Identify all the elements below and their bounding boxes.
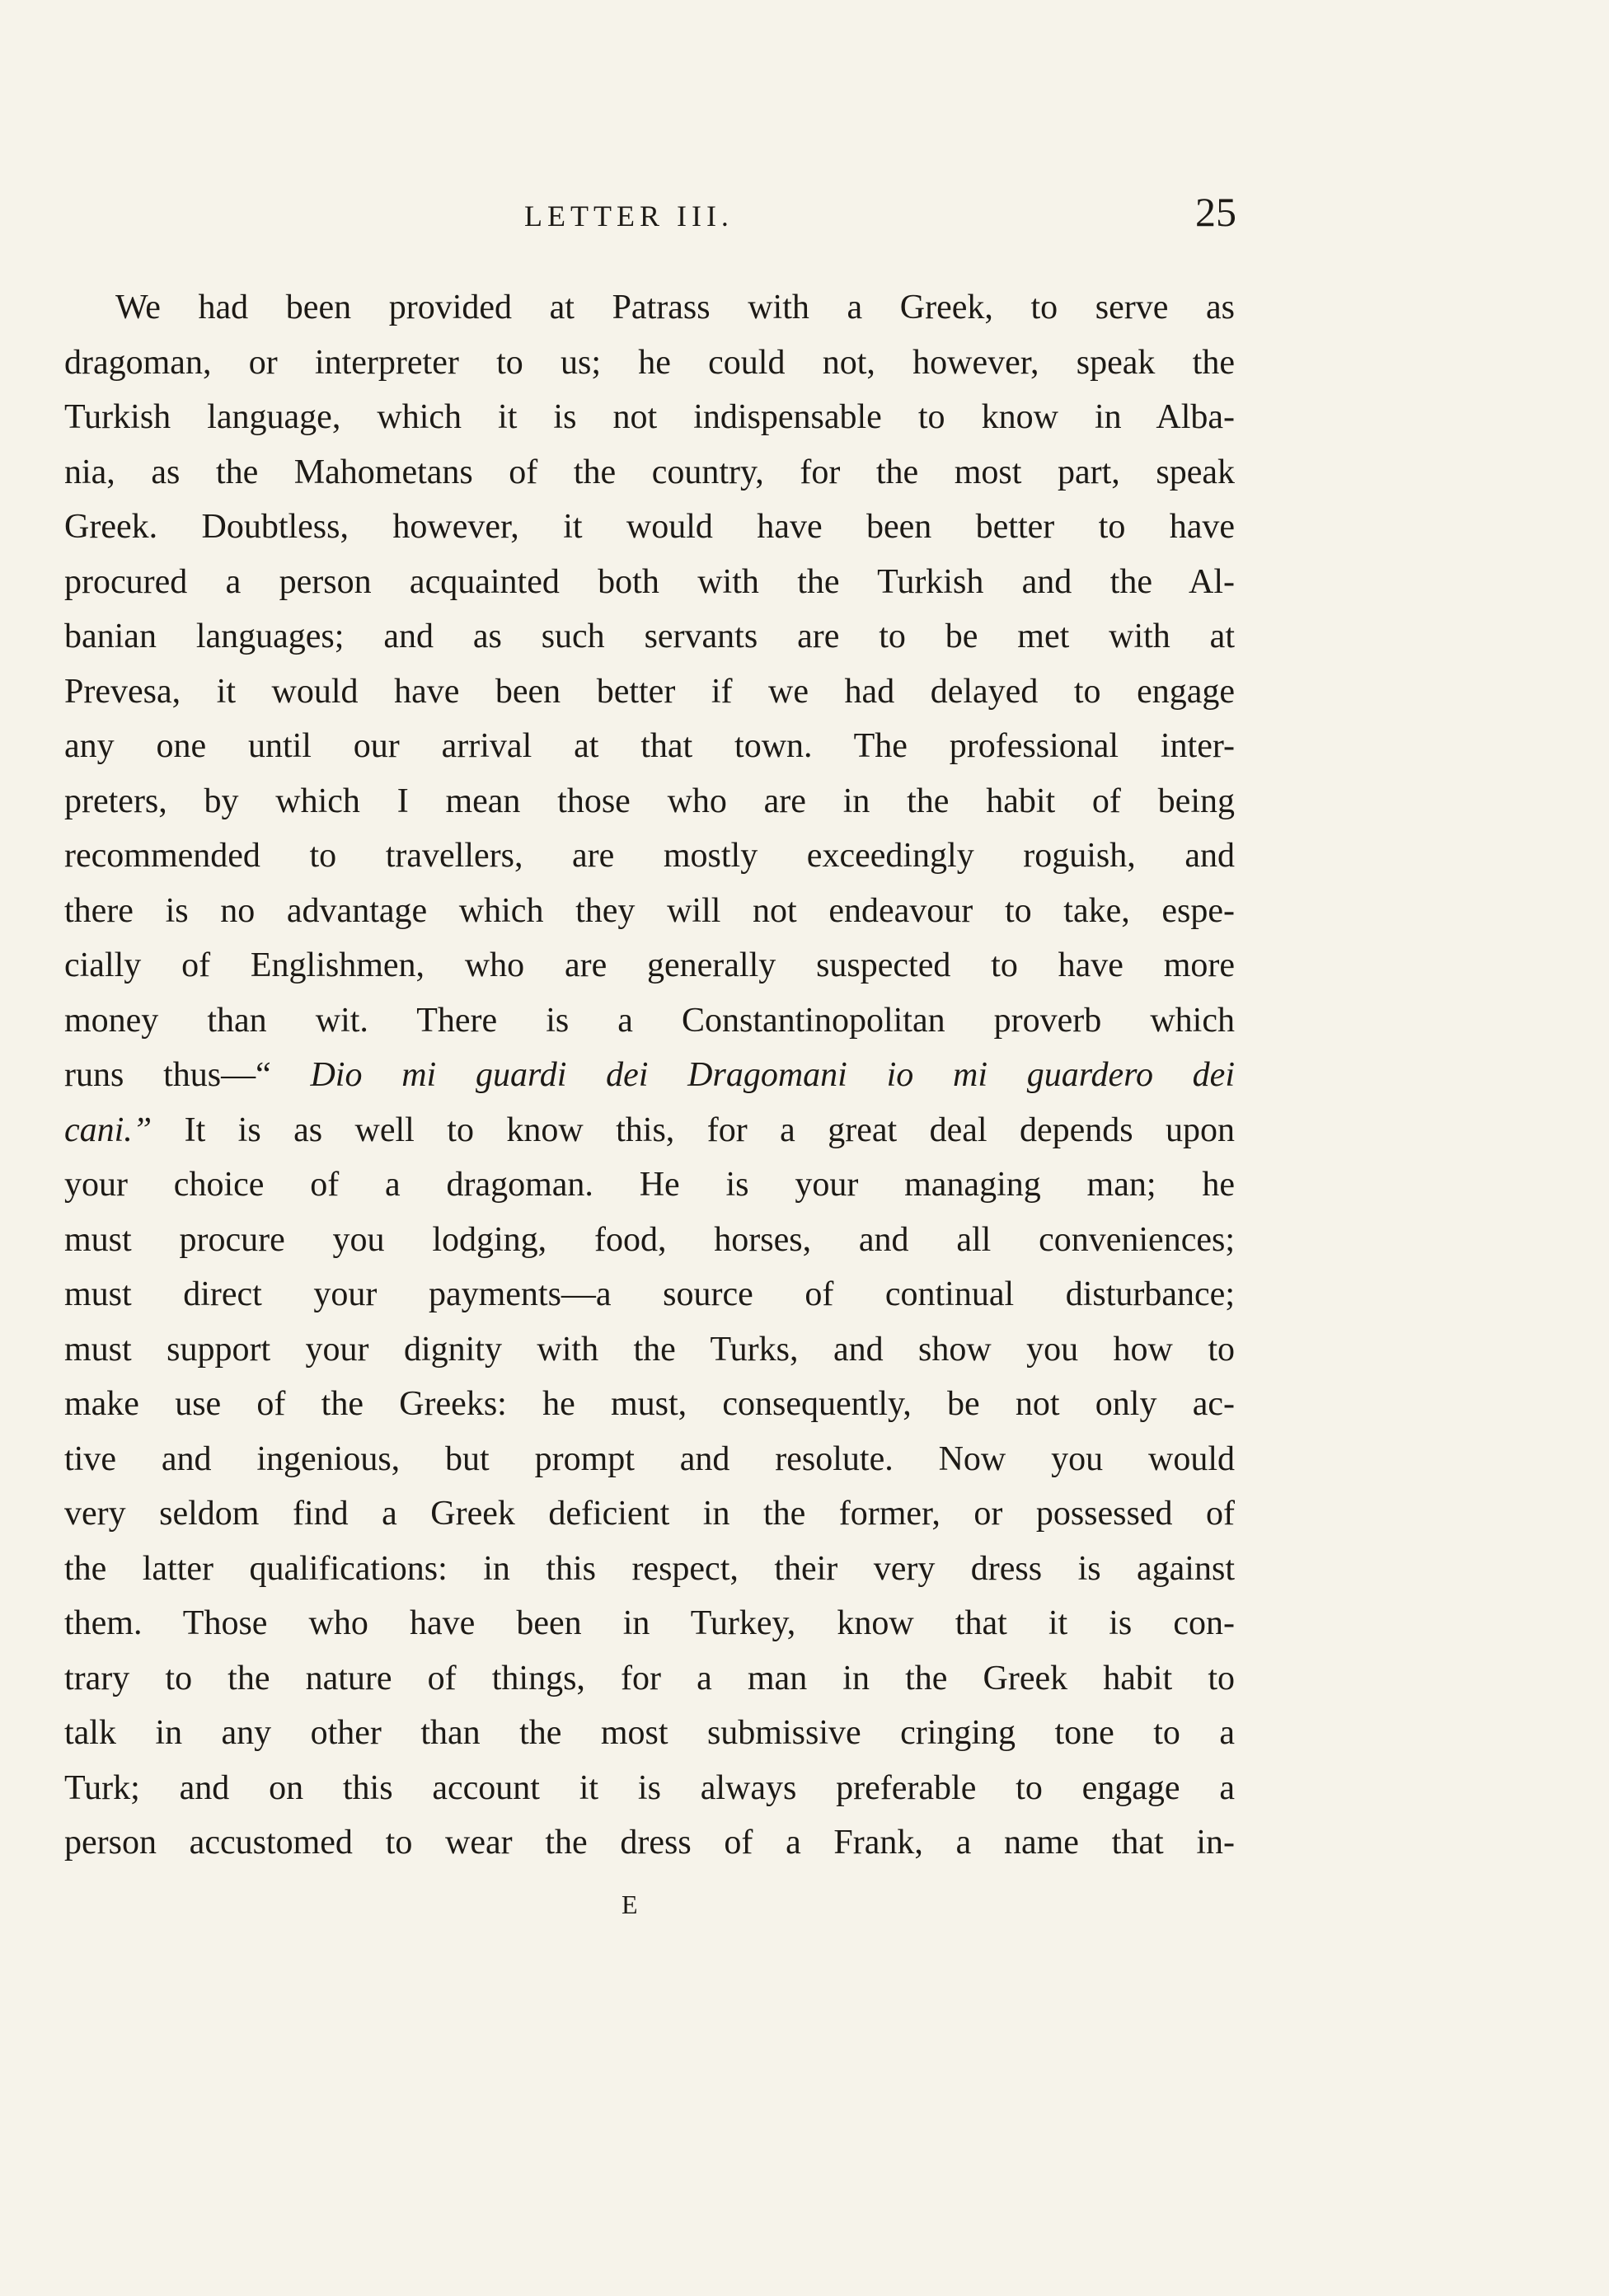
text-line: preters, by which I mean those who are in the habit of being: [64, 782, 1235, 820]
body-text: [64, 280, 1235, 1871]
text-line: cially of Englishmen, who are generally suspected to have more: [64, 946, 1235, 984]
text-line: very seldom find a Greek deficient in the former, or possessed of: [64, 1495, 1235, 1533]
text-line: any one until our arrival at that town. The professional inter-: [64, 727, 1235, 765]
text-line: money than wit. There is a Constantinopolitan proverb which: [64, 1001, 1235, 1040]
text-roman: It is as well to know this, for a great deal depends upon: [152, 1110, 1235, 1149]
signature-mark: E: [622, 1890, 638, 1919]
text-line: your choice of a dragoman. He is your managing man; he: [64, 1166, 1235, 1204]
text-line: there is no advantage which they will not endeavour to take, espe-: [64, 891, 1235, 930]
text-line: must procure you lodging, food, horses, and all conveniences;: [64, 1220, 1235, 1259]
text-line: banian languages; and as such servants are to be met with at: [64, 617, 1235, 655]
text-line: dragoman, or interpreter to us; he could not, however, speak the: [64, 343, 1235, 382]
page-number: 25: [1195, 189, 1236, 235]
text-line: them. Those who have been in Turkey, know that it is con-: [64, 1604, 1235, 1642]
running-title: LETTER III.: [524, 200, 734, 232]
running-head: [0, 191, 1609, 241]
text-line: trary to the nature of things, for a man in the Greek habit to: [64, 1659, 1235, 1697]
text-line: Prevesa, it would have been better if we had delayed to engage: [64, 672, 1235, 711]
text-line: must direct your payments—a source of continual disturbance;: [64, 1275, 1235, 1313]
text-line: Turkish language, which it is not indispensable to know in Alba-: [64, 398, 1235, 436]
text-line: recommended to travellers, are mostly exceedingly roguish, and: [64, 837, 1235, 875]
text-line: Turk; and on this account it is always preferable to engage a: [64, 1768, 1235, 1807]
text-line: tive and ingenious, but prompt and resolute. Now you would: [64, 1439, 1235, 1478]
text-line: talk in any other than the most submissive cringing tone to a: [64, 1714, 1235, 1752]
text-line: procured a person acquainted both with the Turkish and the Al-: [64, 562, 1235, 601]
text-line: We had been provided at Patrass with a Greek, to serve as: [115, 289, 1235, 326]
text-line: nia, as the Mahometans of the country, for the most part, speak: [64, 453, 1235, 491]
text-line: [64, 1103, 1235, 1158]
italic-quote: cani.”: [64, 1110, 152, 1149]
text-line: must support your dignity with the Turks, and show you how to: [64, 1330, 1235, 1369]
text-line: Greek. Doubtless, however, it would have been better to have: [64, 508, 1235, 546]
text-line: make use of the Greeks: he must, consequently, be not only ac-: [64, 1385, 1235, 1423]
text-roman: runs thus—“: [64, 1056, 311, 1094]
text-line: [64, 1048, 1235, 1103]
italic-quote: Dio mi guardi dei Dragomani io mi guardero dei: [310, 1056, 1235, 1094]
text-line: the latter qualifications: in this respect, their very dress is against: [64, 1549, 1235, 1588]
text-line: person accustomed to wear the dress of a Frank, a name that in-: [64, 1824, 1235, 1862]
